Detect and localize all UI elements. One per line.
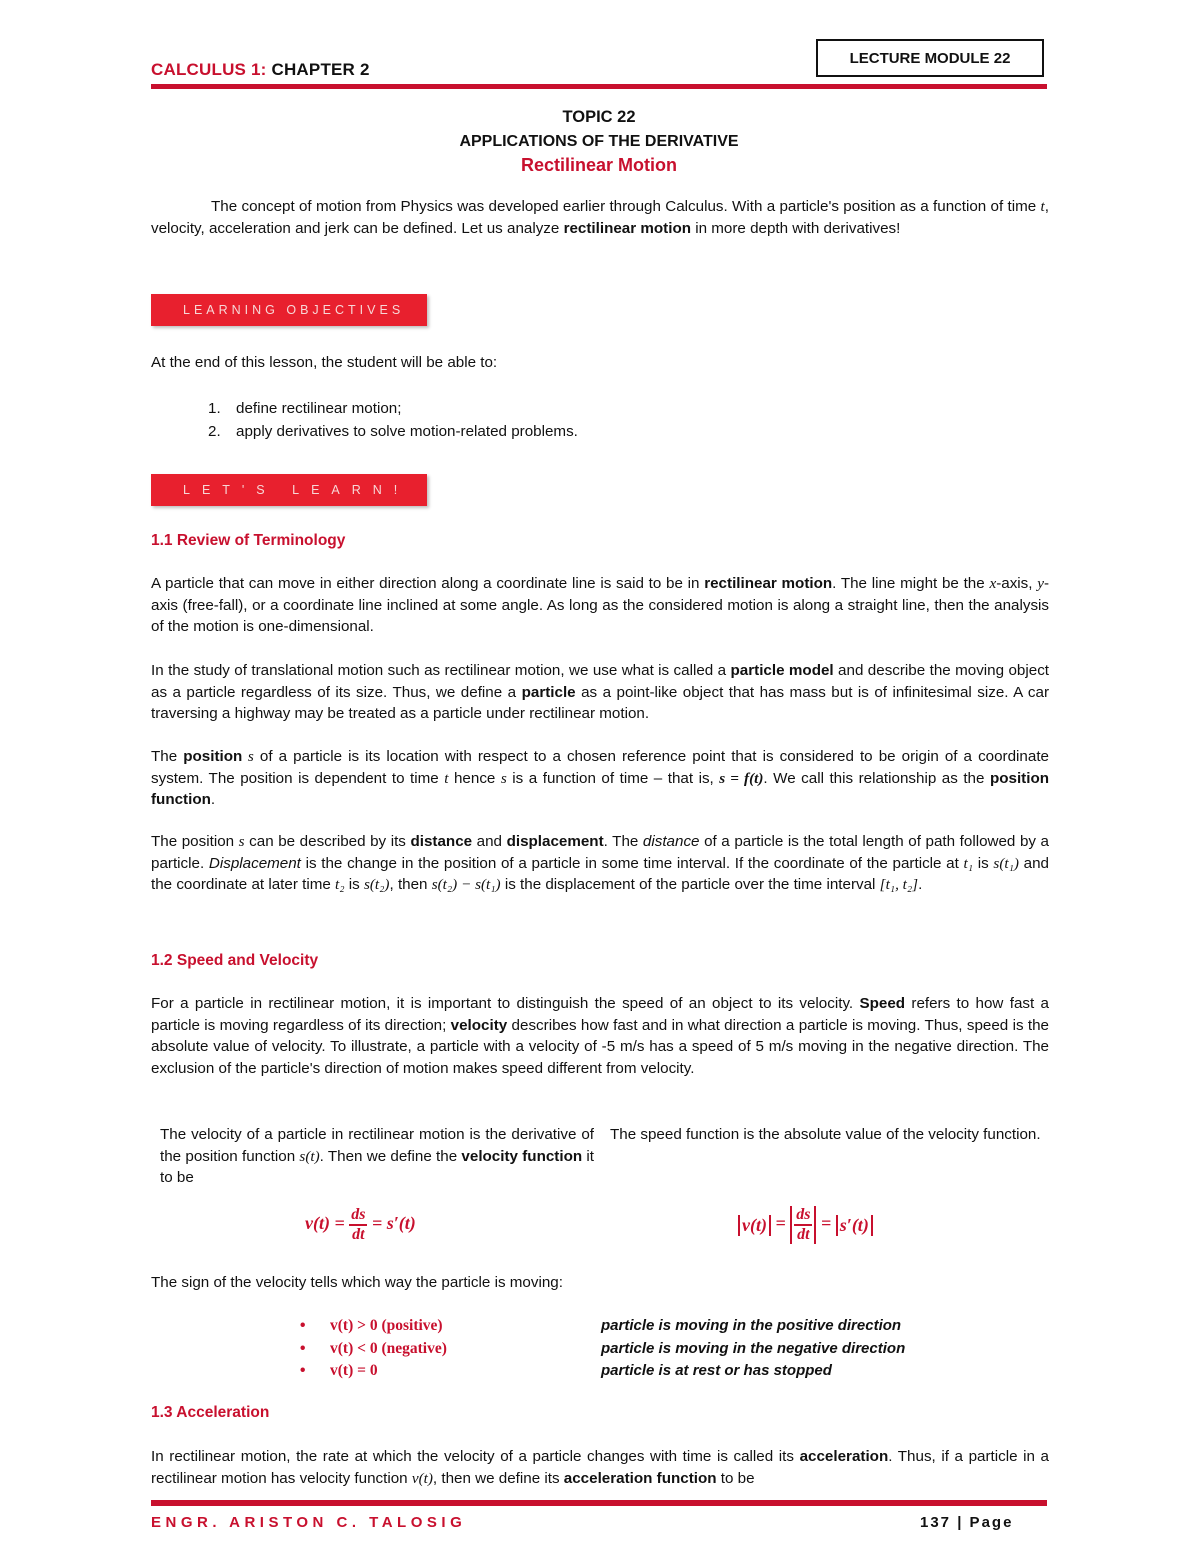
list-item: • v(t) = 0 [300, 1362, 378, 1379]
list-item: 1. define rectilinear motion; [208, 400, 402, 417]
paragraph-position: The position s of a particle is its location with respect to a chosen reference point that is considered to be origin of a coordinate system. The position is dependent to time t hence s is a function of time – that is, s = f(t). We call this relationship as the position function. [151, 748, 1050, 808]
course-chapter-header [151, 60, 370, 80]
list-item: particle is moving in the negative direction [601, 1339, 906, 1357]
paragraph-acceleration: In rectilinear motion, the rate at which the velocity of a particle changes with time is called its acceleration. Thus, if a particle in a rectilinear motion has velocity function v(t), then we define its acceleration function to be [151, 1448, 1049, 1487]
objectives-list [208, 397, 578, 443]
subject-title: APPLICATIONS OF THE DERIVATIVE [459, 133, 739, 150]
page-number: 137 | Page [920, 1514, 1014, 1531]
velocity-definition-text: The velocity of a particle in rectilinear motion is the derivative of the position function s(t). Then we define the velocity function it to be [160, 1126, 594, 1186]
section-heading-acceleration: 1.3 Acceleration [151, 1404, 270, 1421]
list-item: 2. apply derivatives to solve motion-related problems. [208, 423, 578, 440]
footer-rule [151, 1500, 1047, 1506]
header-rule [151, 84, 1047, 89]
module-box: LECTURE MODULE 22 [816, 39, 1044, 77]
speed-definition-text: The speed function is the absolute value of the velocity function. [610, 1126, 1041, 1143]
section-heading-terminology: 1.1 Review of Terminology [151, 532, 346, 549]
topic-title: TOPIC 22 [562, 108, 636, 126]
chapter-label: CHAPTER 2 [271, 60, 370, 79]
sign-descriptions [601, 1315, 905, 1383]
subtitle: Rectilinear Motion [520, 155, 677, 175]
fraction: $\frac{ds}{dt}$ [351, 1206, 366, 1243]
course-label: CALCULUS 1: [151, 60, 267, 79]
objectives-lead: At the end of this lesson, the student will be able to: [151, 354, 498, 371]
speed-formula: v(t) = $\frac{ds}{dt}$ = s′(t) [738, 1206, 873, 1244]
lets-learn-banner: LET'S LEARN! [151, 474, 427, 506]
list-item: particle is at rest or has stopped [601, 1362, 832, 1379]
paragraph-particle-model: In the study of translational motion such as rectilinear motion, we use what is called a particle model and describe the moving object as a particle regardless of its size. Thus, we define a particle as a point-like object that has mass but is of infinitesimal size. A car traversing a highway may be treated as a particle under rectilinear motion. [151, 662, 1050, 722]
author-name: ENGR. ARISTON C. TALOSIG [151, 1514, 467, 1531]
learning-objectives-banner: LEARNING OBJECTIVES [151, 294, 427, 326]
paragraph-rectilinear: A particle that can move in either direction along a coordinate line is said to be in rectilinear motion. The line might be the x-axis, y-axis (free-fall), or a coordinate line inclined at some angle. As long as the considered motion is along a straight line, then the analysis of the motion is one-dimensional. [151, 575, 1050, 635]
list-item: • v(t) < 0 (negative) [300, 1339, 447, 1357]
velocity-formula: v(t) = $\frac{ds}{dt}$ = s′(t) [305, 1206, 416, 1243]
list-item: • v(t) > 0 (positive) [300, 1317, 443, 1334]
paragraph-speed-velocity: For a particle in rectilinear motion, it is important to distinguish the speed of an object to its velocity. Speed refers to how fast a particle is moving regardless of its direction; velocity describes how fast and in what direction a particle is moving. Thus, speed is the absolute value of velocity. To illustrate, a particle with a velocity of -5 m/s has a speed of 5 m/s moving in the negative direction. The exclusion of the particle's direction of motion makes speed different from velocity. [151, 995, 1049, 1077]
sign-bullets [300, 1315, 447, 1383]
paragraph-distance-displacement: The position s can be described by its distance and displacement. The distance of a particle is the total length of path followed by a particle. Displacement is the change in the position of a particle in some time interval. If the coordinate of the particle at t₁ is s(t₁) and the coordinate at later time t₂ is s(t₂), then s(t₂) − s(t₁) is the displacement of the particle over the time interval [t₁, t₂]. [151, 833, 1050, 893]
list-item: particle is moving in the positive direction [601, 1317, 902, 1334]
sign-lead: The sign of the velocity tells which way the particle is moving: [151, 1274, 563, 1291]
section-heading-speed-velocity: 1.2 Speed and Velocity [151, 952, 319, 969]
intro-paragraph: The concept of motion from Physics was developed earlier through Calculus. With a particle's position as a function of time t, velocity, acceleration and jerk can be defined. Let us analyze rectilinear motion in more depth with derivatives! [151, 198, 1049, 237]
